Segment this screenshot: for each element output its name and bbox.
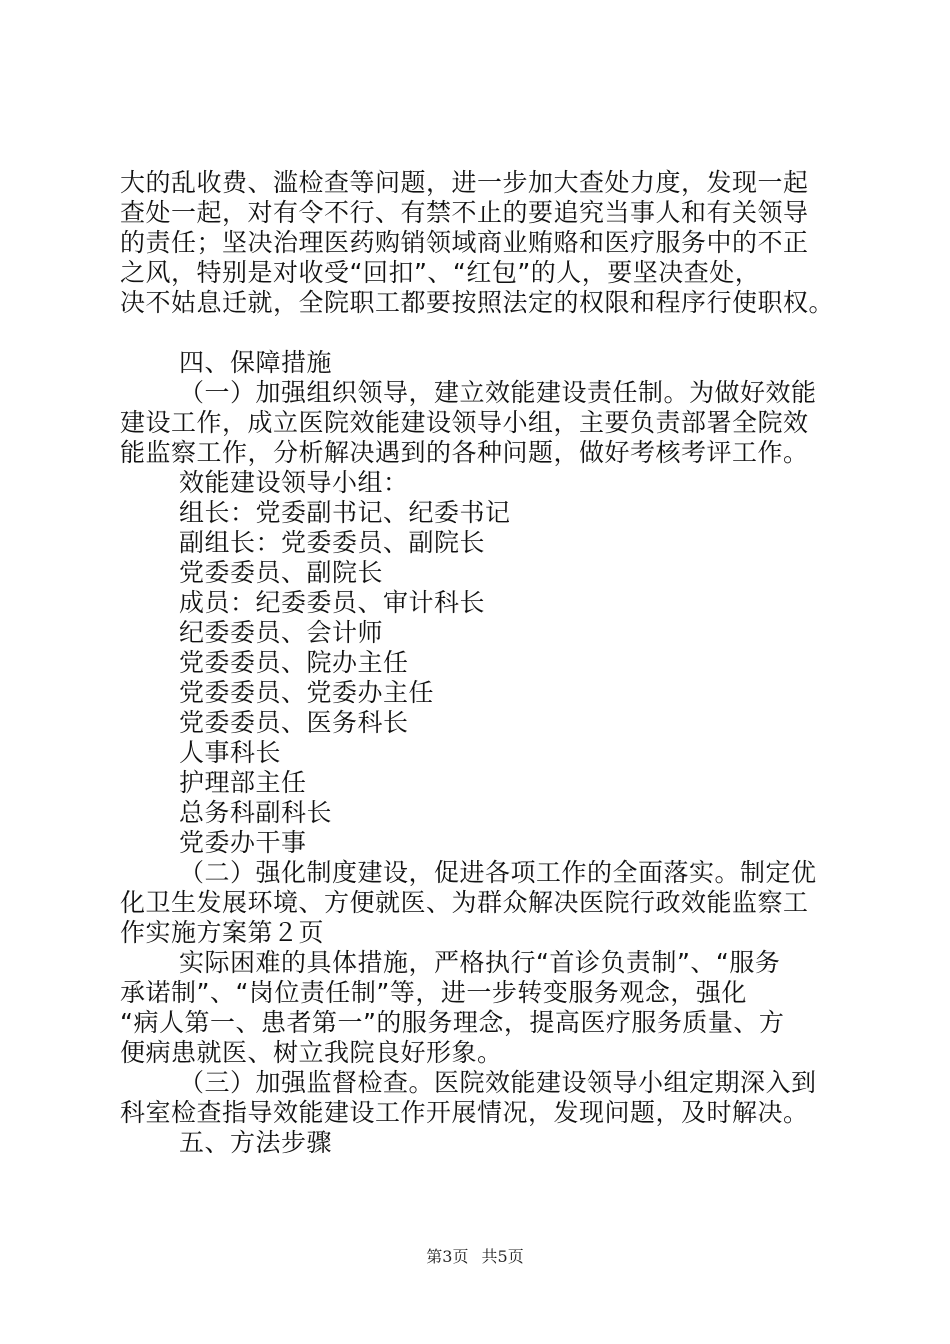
body-line: 便病患就医、树立我院良好形象。: [120, 1038, 503, 1067]
body-line: 的责任；坚决治理医药购销领域商业贿赂和医疗服务中的不正: [120, 228, 809, 257]
list-heading: 效能建设领导小组：: [179, 468, 409, 497]
section-heading: 五、方法步骤: [179, 1128, 333, 1157]
body-line: （三）加强监督检查。医院效能建设领导小组定期深入到: [179, 1068, 817, 1097]
member-line: 党委委员、医务科长: [179, 708, 409, 737]
page-footer: [0, 1244, 950, 1267]
body-line: 科室检查指导效能建设工作开展情况，发现问题，及时解决。: [120, 1098, 809, 1127]
body-line: 实际困难的具体措施，严格执行“首诊负责制”、“服务: [179, 948, 781, 977]
member-line: 党委委员、党委办主任: [179, 678, 435, 707]
member-line: 总务科副科长: [179, 798, 333, 827]
page-total: 共5页: [481, 1247, 524, 1266]
body-line: 能监察工作，分析解决遇到的各种问题，做好考核考评工作。: [120, 438, 809, 467]
member-line: 组长：党委副书记、纪委书记: [179, 498, 511, 527]
body-line: 决不姑息迁就，全院职工都要按照法定的权限和程序行使职权。: [120, 288, 835, 317]
member-line: 人事科长: [179, 738, 282, 767]
member-line: 党委办干事: [179, 828, 307, 857]
body-line: “病人第一、患者第一”的服务理念，提高医疗服务质量、方: [120, 1008, 785, 1037]
section-heading: 四、保障措施: [179, 348, 333, 377]
member-line: 护理部主任: [179, 768, 307, 797]
document-body: [120, 168, 860, 1158]
member-line: 党委委员、院办主任: [179, 648, 409, 677]
member-line: 党委委员、副院长: [179, 558, 384, 587]
paragraph-gap: [120, 318, 860, 348]
body-line: （二）强化制度建设，促进各项工作的全面落实。制定优: [179, 858, 817, 887]
body-line: 查处一起，对有令不行、有禁不止的要追究当事人和有关领导: [120, 198, 809, 227]
member-line: 副组长：党委委员、副院长: [179, 528, 486, 557]
body-line: 作实施方案第２页: [120, 918, 325, 947]
member-line: 纪委委员、会计师: [179, 618, 384, 647]
member-line: 成员：纪委委员、审计科长: [179, 588, 486, 617]
body-line: 化卫生发展环境、方便就医、为群众解决医院行政效能监察工: [120, 888, 809, 917]
page-number: 第3页: [426, 1247, 469, 1266]
body-line: （一）加强组织领导，建立效能建设责任制。为做好效能: [179, 378, 817, 407]
body-line: 之风，特别是对收受“回扣”、“红包”的人，要坚决查处，: [120, 258, 761, 287]
body-line: 建设工作，成立医院效能建设领导小组，主要负责部署全院效: [120, 408, 809, 437]
body-line: 承诺制”、“岗位责任制”等，进一步转变服务观念，强化: [120, 978, 747, 1007]
body-line: 大的乱收费、滥检查等问题，进一步加大查处力度，发现一起: [120, 168, 809, 197]
